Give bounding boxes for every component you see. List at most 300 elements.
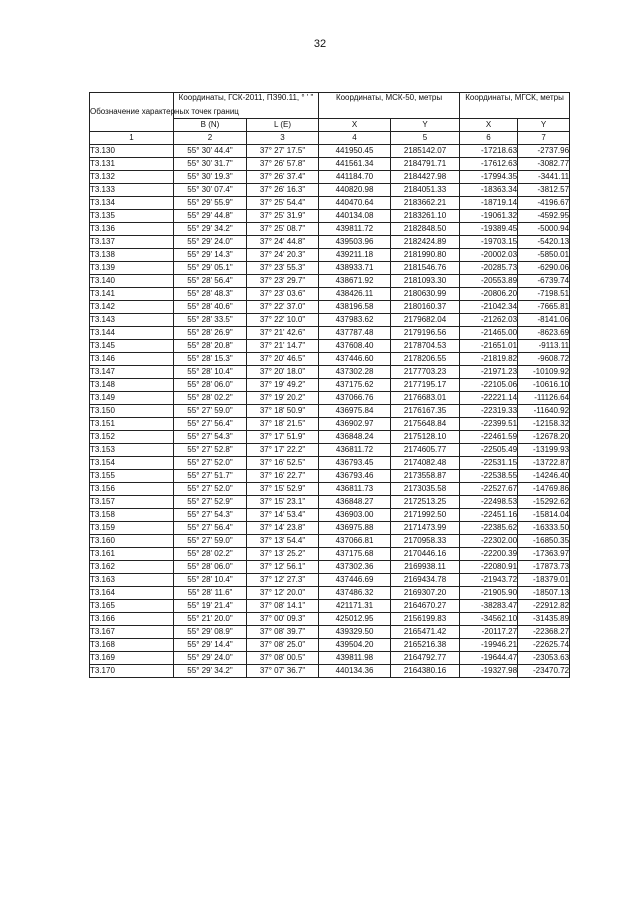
mgsk-y-cell: -12678.20 (518, 431, 570, 444)
column-number: 7 (518, 132, 570, 145)
point-name-cell: Т3.140 (90, 275, 174, 288)
mgsk-y-cell: -10616.10 (518, 379, 570, 392)
mgsk-x-cell: -19389.45 (460, 223, 518, 236)
table-row (90, 184, 570, 197)
mgsk-y-cell: -16333.50 (518, 522, 570, 535)
longitude-cell: 37° 17' 22.2" (247, 444, 319, 457)
latitude-cell: 55° 27' 52.0" (174, 483, 247, 496)
point-name-cell: Т3.149 (90, 392, 174, 405)
point-name-cell: Т3.166 (90, 613, 174, 626)
msk-y-cell: 2181546.76 (391, 262, 460, 275)
msk-x-cell: 439329.50 (319, 626, 391, 639)
table-row (90, 639, 570, 652)
longitude-cell: 37° 08' 39.7" (247, 626, 319, 639)
column-number: 5 (391, 132, 460, 145)
point-name-cell: Т3.147 (90, 366, 174, 379)
longitude-cell: 37° 18' 50.9" (247, 405, 319, 418)
point-name-cell: Т3.169 (90, 652, 174, 665)
msk-y-cell: 2170446.16 (391, 548, 460, 561)
mgsk-x-cell: -22498.53 (460, 496, 518, 509)
table-row (90, 366, 570, 379)
point-name-cell: Т3.130 (90, 145, 174, 158)
column-number: 6 (460, 132, 518, 145)
point-name-cell: Т3.162 (90, 561, 174, 574)
mgsk-x-cell: -22302.00 (460, 535, 518, 548)
msk-y-cell: 2181990.80 (391, 249, 460, 262)
msk-x-cell: 437175.62 (319, 379, 391, 392)
msk-y-cell: 2156199.83 (391, 613, 460, 626)
table-row (90, 574, 570, 587)
point-name-cell: Т3.146 (90, 353, 174, 366)
mgsk-y-cell: -11640.92 (518, 405, 570, 418)
column-number: 3 (247, 132, 319, 145)
table-row (90, 522, 570, 535)
mgsk-x-cell: -22200.39 (460, 548, 518, 561)
latitude-cell: 55° 27' 56.4" (174, 522, 247, 535)
latitude-cell: 55° 19' 21.4" (174, 600, 247, 613)
table-row (90, 444, 570, 457)
msk-y-cell: 2184427.98 (391, 171, 460, 184)
latitude-cell: 55° 29' 24.0" (174, 236, 247, 249)
point-name-cell: Т3.150 (90, 405, 174, 418)
mgsk-y-cell: -6290.06 (518, 262, 570, 275)
latitude-cell: 55° 29' 24.0" (174, 652, 247, 665)
mgsk-y-cell: -13722.87 (518, 457, 570, 470)
msk-x-cell: 437446.69 (319, 574, 391, 587)
msk-y-cell: 2181093.30 (391, 275, 460, 288)
latitude-cell: 55° 28' 10.4" (174, 366, 247, 379)
latitude-cell: 55° 27' 56.4" (174, 418, 247, 431)
longitude-cell: 37° 25' 08.7" (247, 223, 319, 236)
table-row (90, 158, 570, 171)
mgsk-x-cell: -21651.01 (460, 340, 518, 353)
latitude-cell: 55° 29' 14.4" (174, 639, 247, 652)
point-name-cell: Т3.155 (90, 470, 174, 483)
longitude-cell: 37° 17' 51.9" (247, 431, 319, 444)
msk-y-cell: 2182848.50 (391, 223, 460, 236)
point-name-cell: Т3.134 (90, 197, 174, 210)
point-name-cell: Т3.151 (90, 418, 174, 431)
msk-y-cell: 2179682.04 (391, 314, 460, 327)
mgsk-x-cell: -22461.59 (460, 431, 518, 444)
longitude-cell: 37° 22' 10.0" (247, 314, 319, 327)
longitude-cell: 37° 21' 42.6" (247, 327, 319, 340)
table-row (90, 249, 570, 262)
latitude-cell: 55° 30' 19.3" (174, 171, 247, 184)
msk-y-cell: 2176167.35 (391, 405, 460, 418)
latitude-cell: 55° 28' 56.4" (174, 275, 247, 288)
msk-y-cell: 2170958.33 (391, 535, 460, 548)
mgsk-x-cell: -22527.67 (460, 483, 518, 496)
msk-y-cell: 2165471.42 (391, 626, 460, 639)
mgsk-y-cell: -16850.35 (518, 535, 570, 548)
latitude-cell: 55° 27' 59.0" (174, 405, 247, 418)
subheader-l: L (E) (247, 119, 319, 132)
longitude-cell: 37° 24' 20.3" (247, 249, 319, 262)
point-name-cell: Т3.133 (90, 184, 174, 197)
mgsk-y-cell: -9113.11 (518, 340, 570, 353)
point-name-cell: Т3.135 (90, 210, 174, 223)
mgsk-y-cell: -14769.86 (518, 483, 570, 496)
point-name-cell: Т3.158 (90, 509, 174, 522)
table-row (90, 483, 570, 496)
msk-x-cell: 440134.08 (319, 210, 391, 223)
latitude-cell: 55° 29' 34.2" (174, 665, 247, 678)
latitude-cell: 55° 27' 54.3" (174, 431, 247, 444)
mgsk-y-cell: -4196.67 (518, 197, 570, 210)
table-body (90, 145, 570, 678)
table-row (90, 353, 570, 366)
point-name-cell: Т3.167 (90, 626, 174, 639)
msk-x-cell: 436975.84 (319, 405, 391, 418)
latitude-cell: 55° 30' 31.7" (174, 158, 247, 171)
longitude-cell: 37° 12' 27.3" (247, 574, 319, 587)
table-row (90, 626, 570, 639)
longitude-cell: 37° 25' 31.9" (247, 210, 319, 223)
subheader-mgsk-x: X (460, 119, 518, 132)
mgsk-y-cell: -5850.01 (518, 249, 570, 262)
msk-x-cell: 437302.36 (319, 561, 391, 574)
latitude-cell: 55° 29' 05.1" (174, 262, 247, 275)
msk-y-cell: 2169938.11 (391, 561, 460, 574)
msk-x-cell: 439811.98 (319, 652, 391, 665)
longitude-cell: 37° 08' 14.1" (247, 600, 319, 613)
msk-x-cell: 437446.60 (319, 353, 391, 366)
mgsk-x-cell: -22080.91 (460, 561, 518, 574)
longitude-cell: 37° 14' 53.4" (247, 509, 319, 522)
msk-x-cell: 436811.72 (319, 444, 391, 457)
mgsk-y-cell: -8141.06 (518, 314, 570, 327)
mgsk-x-cell: -18363.34 (460, 184, 518, 197)
longitude-cell: 37° 16' 22.7" (247, 470, 319, 483)
latitude-cell: 55° 29' 08.9" (174, 626, 247, 639)
msk-x-cell: 438426.11 (319, 288, 391, 301)
header-msk-coordinates: Координаты, МСК-50, метры (319, 93, 460, 119)
table-row (90, 535, 570, 548)
longitude-cell: 37° 08' 00.5" (247, 652, 319, 665)
latitude-cell: 55° 29' 14.3" (174, 249, 247, 262)
msk-x-cell: 436848.24 (319, 431, 391, 444)
mgsk-y-cell: -7665.81 (518, 301, 570, 314)
msk-y-cell: 2171992.50 (391, 509, 460, 522)
mgsk-y-cell: -13199.93 (518, 444, 570, 457)
msk-y-cell: 2176683.01 (391, 392, 460, 405)
latitude-cell: 55° 28' 10.4" (174, 574, 247, 587)
msk-y-cell: 2164670.27 (391, 600, 460, 613)
header-point-designation: Обозначение характерных точек границ (90, 93, 174, 132)
mgsk-y-cell: -9608.72 (518, 353, 570, 366)
point-name-cell: Т3.164 (90, 587, 174, 600)
msk-y-cell: 2180630.99 (391, 288, 460, 301)
point-name-cell: Т3.131 (90, 158, 174, 171)
msk-x-cell: 436811.73 (319, 483, 391, 496)
mgsk-y-cell: -18379.01 (518, 574, 570, 587)
msk-x-cell: 437302.28 (319, 366, 391, 379)
longitude-cell: 37° 23' 03.6" (247, 288, 319, 301)
latitude-cell: 55° 28' 48.3" (174, 288, 247, 301)
table-row (90, 405, 570, 418)
mgsk-y-cell: -4592.95 (518, 210, 570, 223)
point-name-cell: Т3.168 (90, 639, 174, 652)
longitude-cell: 37° 12' 20.0" (247, 587, 319, 600)
mgsk-x-cell: -19327.98 (460, 665, 518, 678)
msk-x-cell: 436975.88 (319, 522, 391, 535)
msk-y-cell: 2169307.20 (391, 587, 460, 600)
mgsk-x-cell: -21042.34 (460, 301, 518, 314)
point-name-cell: Т3.163 (90, 574, 174, 587)
longitude-cell: 37° 19' 49.2" (247, 379, 319, 392)
mgsk-x-cell: -17612.63 (460, 158, 518, 171)
latitude-cell: 55° 28' 20.8" (174, 340, 247, 353)
table-row (90, 236, 570, 249)
point-name-cell: Т3.137 (90, 236, 174, 249)
mgsk-y-cell: -5420.13 (518, 236, 570, 249)
subheader-msk-y: Y (391, 119, 460, 132)
point-name-cell: Т3.157 (90, 496, 174, 509)
msk-y-cell: 2184051.33 (391, 184, 460, 197)
latitude-cell: 55° 28' 15.3" (174, 353, 247, 366)
msk-y-cell: 2172513.25 (391, 496, 460, 509)
longitude-cell: 37° 14' 23.8" (247, 522, 319, 535)
msk-x-cell: 439503.96 (319, 236, 391, 249)
msk-x-cell: 441950.45 (319, 145, 391, 158)
longitude-cell: 37° 22' 37.0" (247, 301, 319, 314)
table-row (90, 470, 570, 483)
mgsk-y-cell: -23470.72 (518, 665, 570, 678)
table-row (90, 340, 570, 353)
latitude-cell: 55° 28' 33.5" (174, 314, 247, 327)
table-row (90, 262, 570, 275)
msk-y-cell: 2178704.53 (391, 340, 460, 353)
subheader-b: B (N) (174, 119, 247, 132)
msk-y-cell: 2173035.58 (391, 483, 460, 496)
mgsk-x-cell: -22221.14 (460, 392, 518, 405)
longitude-cell: 37° 13' 25.2" (247, 548, 319, 561)
latitude-cell: 55° 27' 52.0" (174, 457, 247, 470)
mgsk-x-cell: -34562.10 (460, 613, 518, 626)
mgsk-y-cell: -15814.04 (518, 509, 570, 522)
msk-x-cell: 437486.32 (319, 587, 391, 600)
subheader-msk-x: X (319, 119, 391, 132)
msk-x-cell: 425012.95 (319, 613, 391, 626)
mgsk-x-cell: -21262.03 (460, 314, 518, 327)
msk-x-cell: 437983.62 (319, 314, 391, 327)
msk-y-cell: 2185142.07 (391, 145, 460, 158)
table-row (90, 314, 570, 327)
point-name-cell: Т3.139 (90, 262, 174, 275)
longitude-cell: 37° 08' 25.0" (247, 639, 319, 652)
mgsk-x-cell: -21971.23 (460, 366, 518, 379)
longitude-cell: 37° 18' 21.5" (247, 418, 319, 431)
longitude-cell: 37° 00' 09.3" (247, 613, 319, 626)
point-name-cell: Т3.152 (90, 431, 174, 444)
mgsk-x-cell: -22531.15 (460, 457, 518, 470)
column-number: 2 (174, 132, 247, 145)
latitude-cell: 55° 27' 54.3" (174, 509, 247, 522)
table-row (90, 457, 570, 470)
mgsk-y-cell: -5000.94 (518, 223, 570, 236)
msk-x-cell: 437066.76 (319, 392, 391, 405)
msk-y-cell: 2184791.71 (391, 158, 460, 171)
header-gsk-coordinates: Координаты, ГСК-2011, ПЗ90.11, ° ' " (174, 93, 319, 119)
mgsk-x-cell: -20117.27 (460, 626, 518, 639)
mgsk-x-cell: -20002.03 (460, 249, 518, 262)
msk-x-cell: 441561.34 (319, 158, 391, 171)
table-row (90, 171, 570, 184)
mgsk-x-cell: -22385.62 (460, 522, 518, 535)
msk-y-cell: 2174082.48 (391, 457, 460, 470)
mgsk-y-cell: -3812.57 (518, 184, 570, 197)
point-name-cell: Т3.136 (90, 223, 174, 236)
mgsk-x-cell: -20553.89 (460, 275, 518, 288)
msk-x-cell: 436903.00 (319, 509, 391, 522)
msk-y-cell: 2165216.38 (391, 639, 460, 652)
latitude-cell: 55° 28' 11.6" (174, 587, 247, 600)
table-row (90, 418, 570, 431)
latitude-cell: 55° 30' 07.4" (174, 184, 247, 197)
msk-y-cell: 2183261.10 (391, 210, 460, 223)
msk-x-cell: 421171.31 (319, 600, 391, 613)
mgsk-y-cell: -12158.32 (518, 418, 570, 431)
mgsk-y-cell: -22625.74 (518, 639, 570, 652)
mgsk-y-cell: -6739.74 (518, 275, 570, 288)
latitude-cell: 55° 28' 06.0" (174, 561, 247, 574)
mgsk-y-cell: -17363.97 (518, 548, 570, 561)
table-row (90, 288, 570, 301)
latitude-cell: 55° 29' 44.8" (174, 210, 247, 223)
msk-x-cell: 440134.36 (319, 665, 391, 678)
mgsk-x-cell: -19061.32 (460, 210, 518, 223)
table-row (90, 600, 570, 613)
msk-y-cell: 2178206.55 (391, 353, 460, 366)
msk-y-cell: 2179196.56 (391, 327, 460, 340)
msk-y-cell: 2173558.87 (391, 470, 460, 483)
latitude-cell: 55° 28' 40.6" (174, 301, 247, 314)
point-name-cell: Т3.143 (90, 314, 174, 327)
table-row (90, 223, 570, 236)
longitude-cell: 37° 12' 56.1" (247, 561, 319, 574)
point-name-cell: Т3.160 (90, 535, 174, 548)
table-row (90, 665, 570, 678)
msk-x-cell: 440470.64 (319, 197, 391, 210)
msk-y-cell: 2177195.17 (391, 379, 460, 392)
point-name-cell: Т3.144 (90, 327, 174, 340)
mgsk-x-cell: -21819.82 (460, 353, 518, 366)
mgsk-y-cell: -8623.69 (518, 327, 570, 340)
msk-y-cell: 2171473.99 (391, 522, 460, 535)
mgsk-y-cell: -7198.51 (518, 288, 570, 301)
mgsk-y-cell: -2737.96 (518, 145, 570, 158)
mgsk-y-cell: -31435.89 (518, 613, 570, 626)
longitude-cell: 37° 23' 55.3" (247, 262, 319, 275)
msk-x-cell: 437608.40 (319, 340, 391, 353)
msk-x-cell: 436848.27 (319, 496, 391, 509)
mgsk-y-cell: -3441.11 (518, 171, 570, 184)
msk-x-cell: 439211.18 (319, 249, 391, 262)
mgsk-x-cell: -19703.15 (460, 236, 518, 249)
msk-x-cell: 437175.68 (319, 548, 391, 561)
mgsk-x-cell: -19644.47 (460, 652, 518, 665)
latitude-cell: 55° 29' 55.9" (174, 197, 247, 210)
latitude-cell: 55° 27' 59.0" (174, 535, 247, 548)
msk-x-cell: 437787.48 (319, 327, 391, 340)
mgsk-y-cell: -18507.13 (518, 587, 570, 600)
latitude-cell: 55° 28' 02.2" (174, 548, 247, 561)
msk-y-cell: 2169434.78 (391, 574, 460, 587)
table-row (90, 652, 570, 665)
header-mgsk-coordinates: Координаты, МГСК, метры (460, 93, 570, 119)
coordinates-table (89, 92, 570, 678)
table-row (90, 587, 570, 600)
msk-x-cell: 438933.71 (319, 262, 391, 275)
point-name-cell: Т3.153 (90, 444, 174, 457)
msk-x-cell: 438671.92 (319, 275, 391, 288)
mgsk-y-cell: -11126.64 (518, 392, 570, 405)
page-number: 32 (313, 38, 327, 50)
mgsk-x-cell: -18719.14 (460, 197, 518, 210)
latitude-cell: 55° 29' 34.2" (174, 223, 247, 236)
msk-x-cell: 441184.70 (319, 171, 391, 184)
mgsk-x-cell: -22538.55 (460, 470, 518, 483)
latitude-cell: 55° 21' 20.0" (174, 613, 247, 626)
longitude-cell: 37° 16' 52.5" (247, 457, 319, 470)
point-name-cell: Т3.142 (90, 301, 174, 314)
msk-y-cell: 2164792.77 (391, 652, 460, 665)
latitude-cell: 55° 27' 51.7" (174, 470, 247, 483)
table-row (90, 509, 570, 522)
mgsk-x-cell: -20285.73 (460, 262, 518, 275)
mgsk-x-cell: -17994.35 (460, 171, 518, 184)
msk-x-cell: 437066.81 (319, 535, 391, 548)
point-name-cell: Т3.138 (90, 249, 174, 262)
msk-y-cell: 2180160.37 (391, 301, 460, 314)
longitude-cell: 37° 26' 16.3" (247, 184, 319, 197)
msk-y-cell: 2177703.23 (391, 366, 460, 379)
msk-x-cell: 436793.46 (319, 470, 391, 483)
table-row (90, 145, 570, 158)
longitude-cell: 37° 26' 57.8" (247, 158, 319, 171)
latitude-cell: 55° 30' 44.4" (174, 145, 247, 158)
table-row (90, 301, 570, 314)
longitude-cell: 37° 07' 36.7" (247, 665, 319, 678)
point-name-cell: Т3.132 (90, 171, 174, 184)
longitude-cell: 37° 26' 37.4" (247, 171, 319, 184)
table-row (90, 275, 570, 288)
latitude-cell: 55° 28' 02.2" (174, 392, 247, 405)
table-row (90, 392, 570, 405)
longitude-cell: 37° 20' 18.0" (247, 366, 319, 379)
longitude-cell: 37° 23' 29.7" (247, 275, 319, 288)
subheader-mgsk-y: Y (518, 119, 570, 132)
table-row (90, 210, 570, 223)
mgsk-x-cell: -21943.72 (460, 574, 518, 587)
point-name-cell: Т3.145 (90, 340, 174, 353)
msk-x-cell: 439811.72 (319, 223, 391, 236)
table-row (90, 379, 570, 392)
table-row (90, 613, 570, 626)
longitude-cell: 37° 13' 54.4" (247, 535, 319, 548)
mgsk-y-cell: -15292.62 (518, 496, 570, 509)
point-name-cell: Т3.156 (90, 483, 174, 496)
longitude-cell: 37° 21' 14.7" (247, 340, 319, 353)
mgsk-x-cell: -21905.90 (460, 587, 518, 600)
mgsk-x-cell: -19946.21 (460, 639, 518, 652)
table-row (90, 327, 570, 340)
mgsk-y-cell: -14246.40 (518, 470, 570, 483)
latitude-cell: 55° 27' 52.8" (174, 444, 247, 457)
table-row (90, 548, 570, 561)
point-name-cell: Т3.154 (90, 457, 174, 470)
